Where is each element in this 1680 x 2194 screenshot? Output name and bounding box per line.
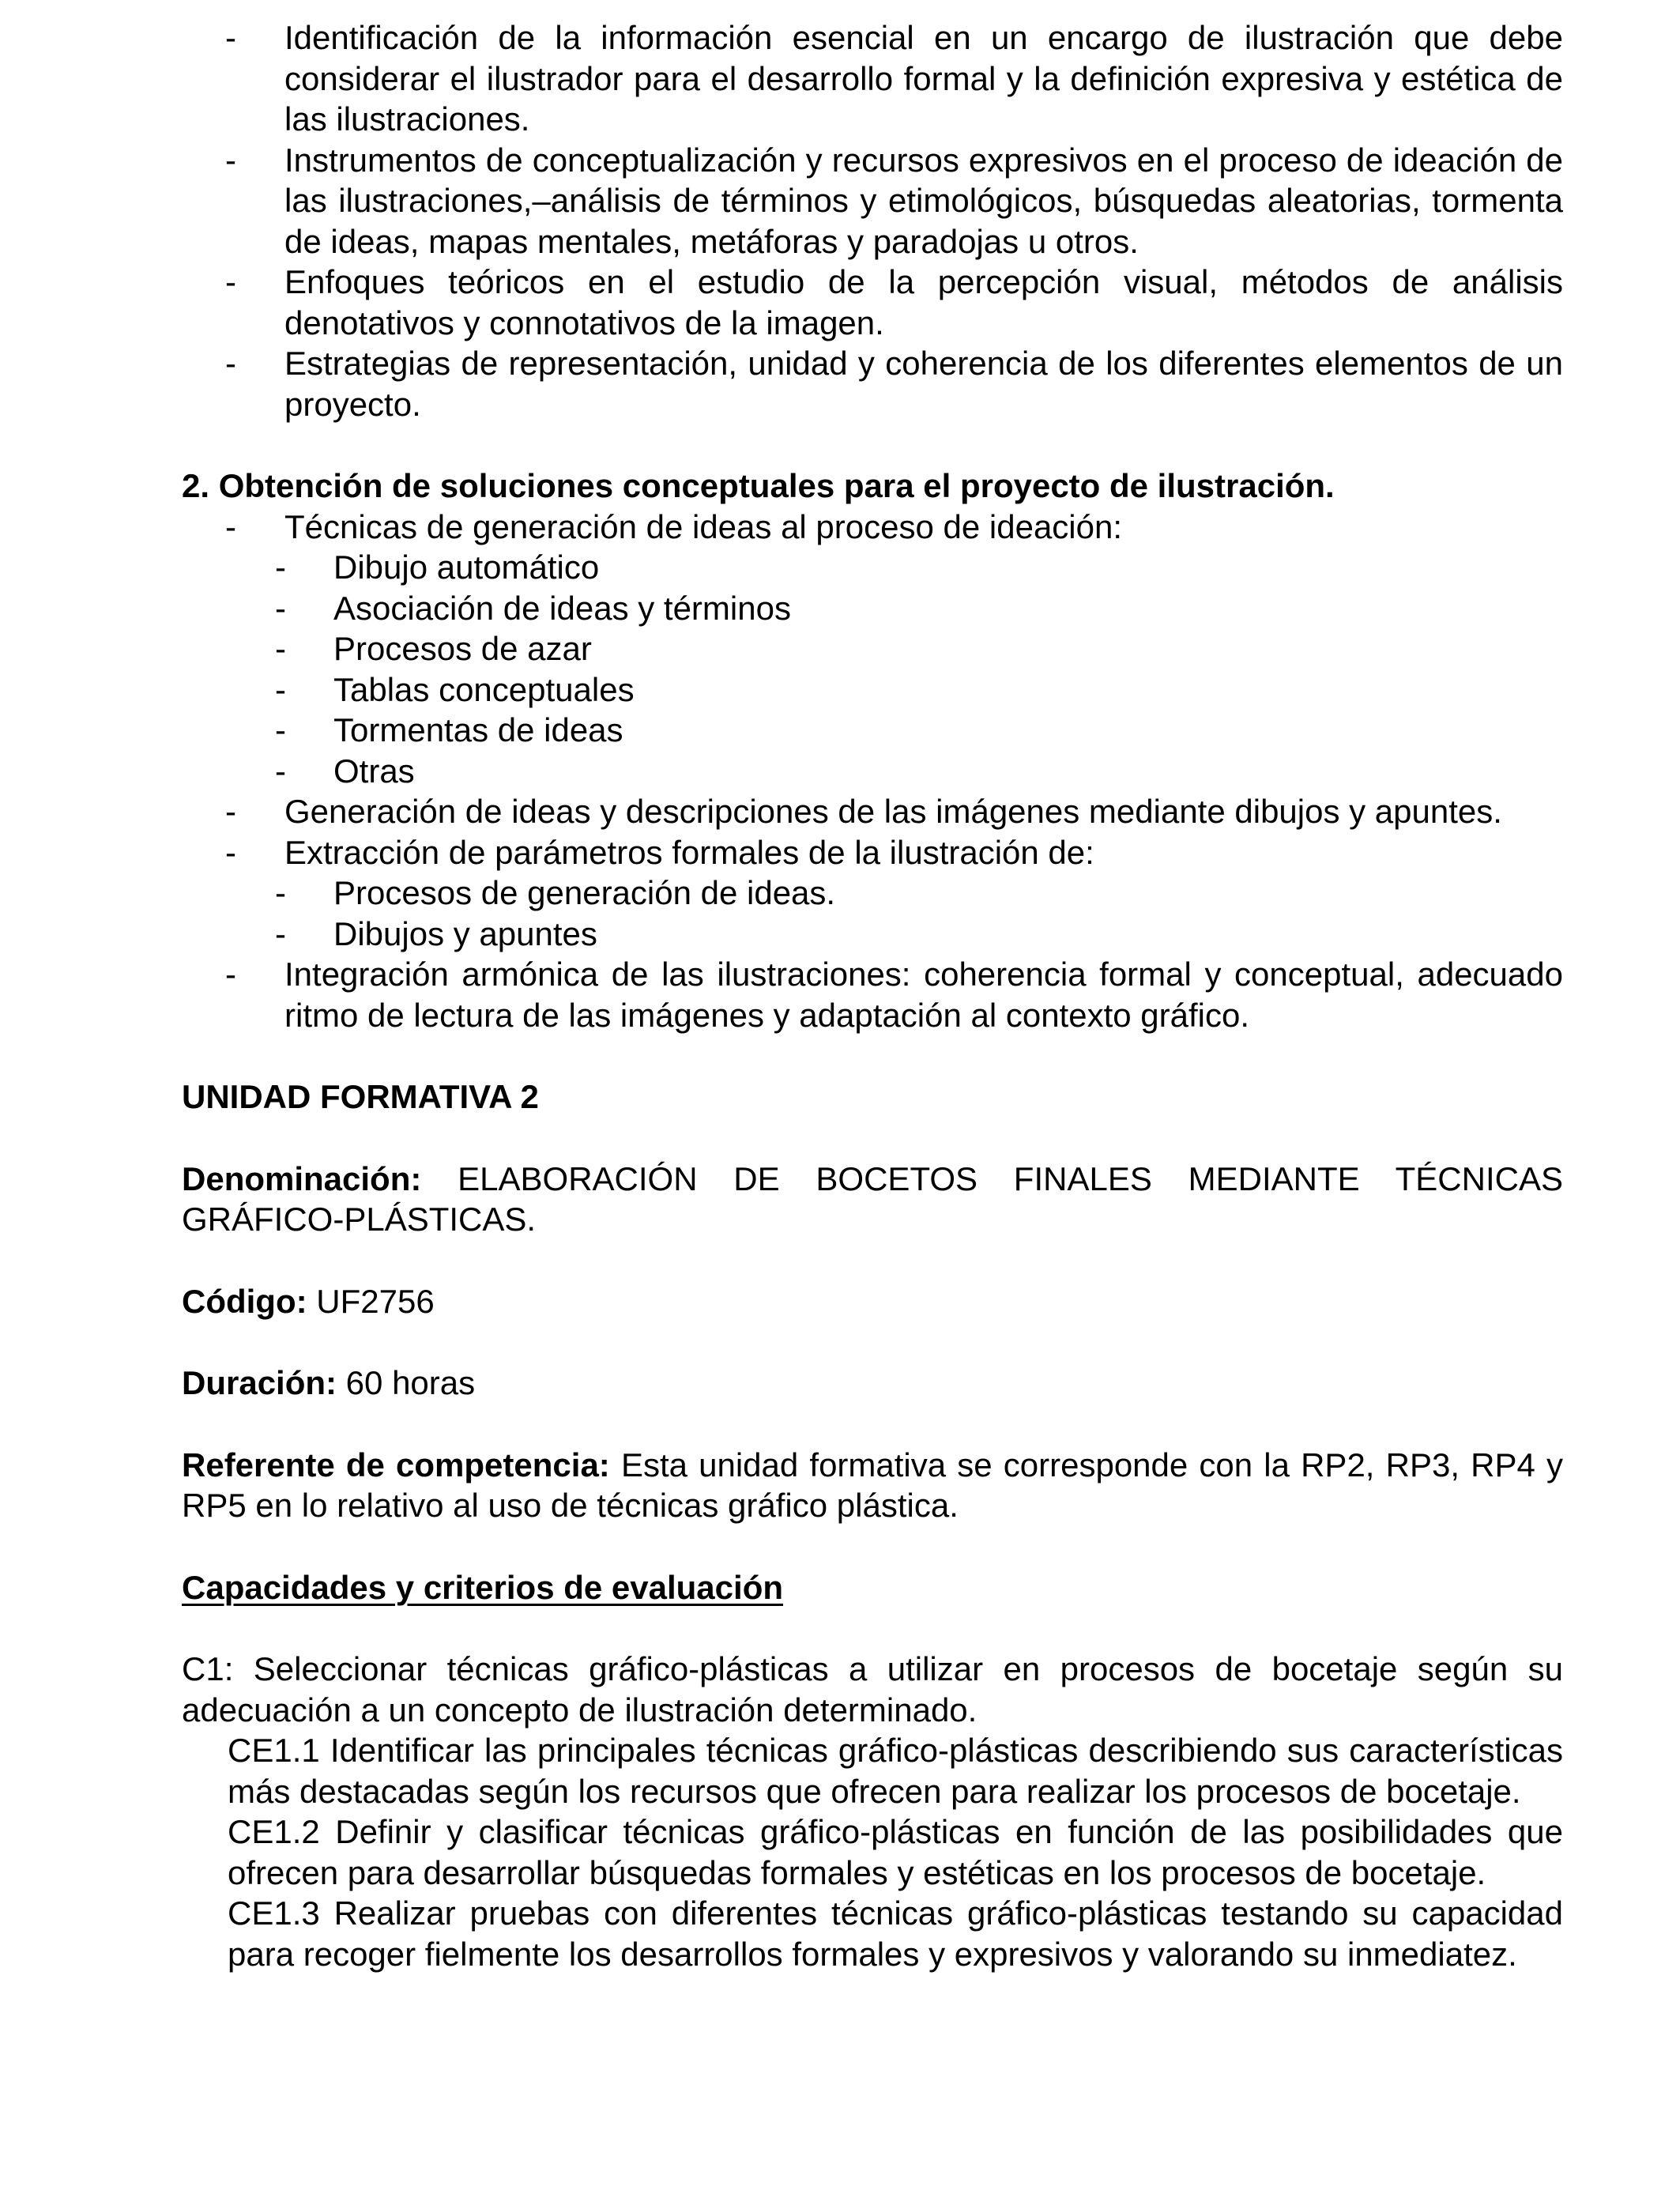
codigo-label: Código: [182,1282,307,1320]
list-item [182,832,1563,873]
sub-list-item [182,628,1563,669]
section-heading: 2. Obtención de soluciones conceptuales para el proyecto de ilustración. [182,467,1335,504]
bullet-dash: - [225,19,236,56]
sub-list-item [182,710,1563,751]
list-item-text: Integración armónica de las ilustraciones: coherencia formal y conceptual, adecuado ritmo de lectura de las imágenes y adaptación al contexto gráfico. [284,956,1563,1034]
criterio-ce1-1: CE1.1 Identificar las principales técnicas gráfico-plásticas describiendo sus características más destacadas según los recursos que ofrecen para realizar los procesos de bocetaje. [228,1732,1563,1810]
bullet-dash: - [275,548,286,586]
list-item [182,140,1563,262]
bullet-dash: - [275,874,286,911]
sub-list-item [182,669,1563,711]
referente-paragraph [182,1445,1563,1526]
list-item [182,954,1563,1035]
document-page [182,17,1563,1974]
list-item [182,17,1563,140]
list-item-text: Enfoques teóricos en el estudio de la percepción visual, métodos de análisis denotativos y connotativos de la imagen. [284,263,1563,341]
list-item-text: Técnicas de generación de ideas al proceso de ideación: [284,507,1123,545]
denominacion-label: Denominación: [182,1159,422,1197]
bullet-dash: - [275,670,286,708]
list-item [182,791,1563,832]
bullet-dash: - [225,507,236,545]
bullet-dash: - [225,141,236,179]
criterio-ce1-3: CE1.3 Realizar pruebas con diferentes técnicas gráfico-plásticas testando su capacidad para recoger fielmente los desarrollos formales y expresivos y valorando su inmediatez. [228,1894,1563,1973]
sub-list-item-text: Tormentas de ideas [333,711,623,748]
sub-list-item-text: Dibujos y apuntes [333,914,597,952]
criterio-ce1-2: CE1.2 Definir y clasificar técnicas gráfico-plásticas en función de las posibilidades que ofrecen para desarrollar búsquedas formales y estéticas en los procesos de bocetaje. [228,1813,1563,1891]
sub-list-item-text: Asociación de ideas y términos [333,589,791,627]
sub-list-item-text: Otras [333,752,415,790]
unit-title: UNIDAD FORMATIVA 2 [182,1078,539,1115]
list-item-text: Estrategias de representación, unidad y coherencia de los diferentes elementos de un proyecto. [284,345,1563,423]
referente-label: Referente de competencia: [182,1446,610,1483]
sub-list-item-text: Tablas conceptuales [333,670,635,708]
bullet-dash: - [275,752,286,790]
sub-list-item [182,873,1563,914]
sub-list-item [182,914,1563,955]
sub-list-item [182,588,1563,629]
list-item-text: Generación de ideas y descripciones de las imágenes mediante dibujos y apuntes. [284,793,1502,830]
sub-list-item-text: Procesos de azar [333,630,592,667]
bullet-dash: - [225,833,236,871]
codigo-value: UF2756 [307,1282,435,1320]
bullet-dash: - [225,956,236,993]
bullet-dash: - [225,345,236,382]
duracion-label: Duración: [182,1364,337,1401]
codigo-paragraph [182,1281,1563,1322]
list-item [182,262,1563,343]
denominacion-value: ELABORACIÓN DE BOCETOS FINALES MEDIANTE TÉCNICAS GRÁFICO-PLÁSTICAS. [182,1159,1563,1238]
duracion-value: 60 horas [337,1364,476,1401]
bullet-dash: - [275,711,286,748]
list-item-text: Instrumentos de conceptualización y recursos expresivos en el proceso de ideación de las ilustraciones,–análisis de términos y etimológicos, búsquedas aleatorias, tormenta de ideas, mapas mentales, metáforas y paradojas u otros. [284,141,1563,260]
sub-list-item [182,547,1563,588]
referente-value: Esta unidad formativa se corresponde con la RP2, RP3, RP4 y RP5 en lo relativo al uso de técnicas gráfico plástica. [182,1446,1563,1524]
sub-list-item-text: Dibujo automático [333,548,600,586]
capacidades-heading: Capacidades y criterios de evaluación [182,1568,784,1606]
sub-list-item-text: Procesos de generación de ideas. [333,874,836,911]
bullet-dash: - [275,914,286,952]
bullet-dash: - [275,630,286,667]
list-item-text: Extracción de parámetros formales de la ilustración de: [284,833,1094,871]
capacidad-c1: C1: Seleccionar técnicas gráfico-plásticas a utilizar en procesos de bocetaje según su adecuación a un concepto de ilustración determinado. [182,1650,1563,1728]
list-item [182,507,1563,548]
bullet-dash: - [225,263,236,300]
denominacion-paragraph [182,1159,1563,1240]
sub-list-item [182,751,1563,792]
bullet-dash: - [225,793,236,830]
bullet-dash: - [275,589,286,627]
list-item [182,343,1563,424]
list-item-text: Identificación de la información esencial en un encargo de ilustración que debe considerar el ilustrador para el desarrollo formal y la definición expresiva y estética de las ilustraciones. [284,19,1563,138]
duracion-paragraph [182,1363,1563,1404]
